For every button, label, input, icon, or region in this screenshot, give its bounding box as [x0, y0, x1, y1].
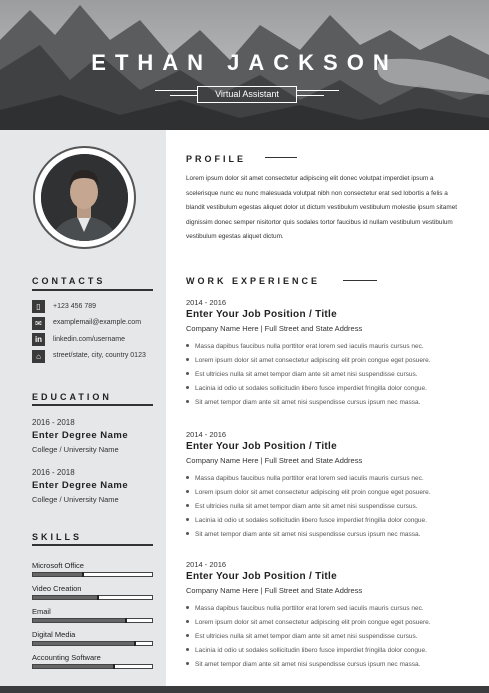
bullet-dot-icon [186, 634, 189, 637]
phone-icon: ▯ [32, 300, 45, 313]
bullet-dot-icon [186, 662, 189, 665]
skill-level-marker [97, 595, 99, 600]
education-school: College / University Name [32, 495, 119, 504]
skills-heading: SKILLS [32, 532, 83, 542]
job-bullet-text: Sit amet tempor diam ante sit amet nisi suspendisse cursus ipsum nec massa. [195, 661, 421, 668]
bullet-dot-icon [186, 386, 189, 389]
job-bullet [186, 633, 418, 640]
contacts-divider [32, 289, 153, 291]
skill-label: Microsoft Office [32, 561, 84, 570]
skill-level-fill [33, 619, 126, 622]
job-bullet-text: Est ultricies nulla sit amet tempor diam ante sit amet nisi suspendisse cursus. [195, 633, 418, 640]
bullet-dot-icon [186, 518, 189, 521]
skill-level-fill [33, 596, 98, 599]
skill-level-bar [32, 595, 153, 600]
education-date: 2016 - 2018 [32, 468, 75, 477]
skill-label: Digital Media [32, 630, 76, 639]
education-school: College / University Name [32, 445, 119, 454]
job-bullet [186, 399, 420, 406]
job-title: Enter Your Job Position / Title [186, 571, 337, 582]
job-date: 2014 - 2016 [186, 430, 227, 439]
work-experience-heading: WORK EXPERIENCE [186, 276, 321, 286]
candidate-name: ETHAN JACKSON [91, 50, 398, 75]
bullet-dot-icon [186, 358, 189, 361]
skill-level-fill [33, 573, 83, 576]
skill-level-bar [32, 664, 153, 669]
contact-linkedin[interactable]: linkedin.com/username [53, 336, 125, 343]
education-heading: EDUCATION [32, 392, 112, 402]
bullet-dot-icon [186, 372, 189, 375]
education-divider [32, 404, 153, 406]
bullet-dot-icon [186, 620, 189, 623]
email-icon: ✉ [32, 317, 45, 330]
skill-level-marker [113, 664, 115, 669]
job-company: Company Name Here | Full Street and State Address [186, 456, 363, 465]
skill-level-marker [134, 641, 136, 646]
job-bullet-text: Massa dapibus faucibus nulla porttitor erat lorem sed iaculis mauris cursus nec. [195, 343, 424, 350]
profile-photo-frame [33, 146, 136, 249]
job-bullet-text: Massa dapibus faucibus nulla porttitor erat lorem sed iaculis mauris cursus nec. [195, 605, 424, 612]
job-bullet [186, 647, 427, 654]
bullet-dot-icon [186, 648, 189, 651]
job-bullet-text: Est ultricies nulla sit amet tempor diam ante sit amet nisi suspendisse cursus. [195, 503, 418, 510]
job-company: Company Name Here | Full Street and State Address [186, 324, 363, 333]
job-title-box: Virtual Assistant [197, 86, 297, 103]
job-bullet-text: Lorem ipsum dolor sit amet consectetur adipiscing elit proin congue eget posuere. [195, 357, 431, 364]
header-banner [0, 0, 489, 130]
job-bullet-text: Sit amet tempor diam ante sit amet nisi suspendisse cursus ipsum nec massa. [195, 531, 421, 538]
job-bullet [186, 503, 418, 510]
title-line-left-2 [170, 95, 197, 96]
job-bullet [186, 385, 427, 392]
title-line-left [155, 90, 197, 91]
skill-level-fill [33, 665, 114, 668]
contact-address: street/state, city, country 0123 [53, 352, 146, 359]
profile-heading: PROFILE [186, 154, 247, 164]
education-degree: Enter Degree Name [32, 480, 129, 491]
skills-divider [32, 544, 153, 546]
job-bullet [186, 619, 431, 626]
work-experience-heading-rule [343, 280, 377, 281]
bullet-dot-icon [186, 476, 189, 479]
skill-label: Email [32, 607, 51, 616]
job-bullet-text: Est ultricies nulla sit amet tempor diam ante sit amet nisi suspendisse cursus. [195, 371, 418, 378]
job-bullet-text: Massa dapibus faucibus nulla porttitor erat lorem sed iaculis mauris cursus nec. [195, 475, 424, 482]
job-bullet-text: Lacinia id odio ut sodales sollicitudin libero fusce imperdiet fringilla dolor congue. [195, 647, 427, 654]
job-bullet-text: Lacinia id odio ut sodales sollicitudin libero fusce imperdiet fringilla dolor congue. [195, 517, 427, 524]
skill-level-marker [125, 618, 127, 623]
bullet-dot-icon [186, 504, 189, 507]
bullet-dot-icon [186, 606, 189, 609]
job-bullet [186, 343, 424, 350]
education-degree: Enter Degree Name [32, 430, 129, 441]
job-bullet [186, 661, 420, 668]
skill-level-bar [32, 641, 153, 646]
title-line-right [297, 90, 339, 91]
skill-level-fill [33, 642, 135, 645]
bullet-dot-icon [186, 490, 189, 493]
job-bullet [186, 517, 427, 524]
profile-photo [41, 154, 128, 241]
job-title: Enter Your Job Position / Title [186, 441, 337, 452]
job-bullet-text: Lorem ipsum dolor sit amet consectetur adipiscing elit proin congue eget posuere. [195, 619, 431, 626]
job-bullet [186, 531, 420, 538]
job-bullet [186, 371, 418, 378]
job-date: 2014 - 2016 [186, 560, 227, 569]
job-bullet [186, 489, 431, 496]
job-bullet [186, 475, 424, 482]
skill-level-bar [32, 572, 153, 577]
job-company: Company Name Here | Full Street and State Address [186, 586, 363, 595]
skill-label: Accounting Software [32, 653, 101, 662]
contacts-heading: CONTACTS [32, 276, 106, 286]
job-bullet-text: Lacinia id odio ut sodales sollicitudin libero fusce imperdiet fringilla dolor congue. [195, 385, 427, 392]
contact-email[interactable]: examplemail@example.com [53, 319, 142, 326]
person-portrait-image [41, 154, 128, 241]
linkedin-icon: in [32, 333, 45, 346]
skill-label: Video Creation [32, 584, 82, 593]
education-date: 2016 - 2018 [32, 418, 75, 427]
job-bullet [186, 357, 431, 364]
job-date: 2014 - 2016 [186, 298, 227, 307]
home-icon: ⌂ [32, 350, 45, 363]
skill-level-marker [82, 572, 84, 577]
profile-summary: Lorem ipsum dolor sit amet consectetur adipiscing elit donec volutpat imperdiet ipsum a scelerisque nunc eu nunc malesuada volutpat nibh non consectetur erat sed lobortis a felis a blandit vestibulum egestas aliquet dolor ut dictum vestibulum vestibulum molestie ipsum sitamet dignissim donec semper nisitortor quis sodales tortor faucibus id nullam vestibulum vestibulum vestibulum egestas aliquet dictum. [186, 175, 458, 240]
bullet-dot-icon [186, 344, 189, 347]
profile-heading-rule [265, 157, 297, 158]
job-bullet-text: Lorem ipsum dolor sit amet consectetur adipiscing elit proin congue eget posuere. [195, 489, 431, 496]
bullet-dot-icon [186, 532, 189, 535]
job-bullet [186, 605, 424, 612]
skill-level-bar [32, 618, 153, 623]
job-title: Enter Your Job Position / Title [186, 309, 337, 320]
footer-bar [0, 686, 489, 693]
title-line-right-2 [297, 95, 324, 96]
job-bullet-text: Sit amet tempor diam ante sit amet nisi suspendisse cursus ipsum nec massa. [195, 399, 421, 406]
contact-phone[interactable]: +123 456 789 [53, 303, 97, 310]
bullet-dot-icon [186, 400, 189, 403]
